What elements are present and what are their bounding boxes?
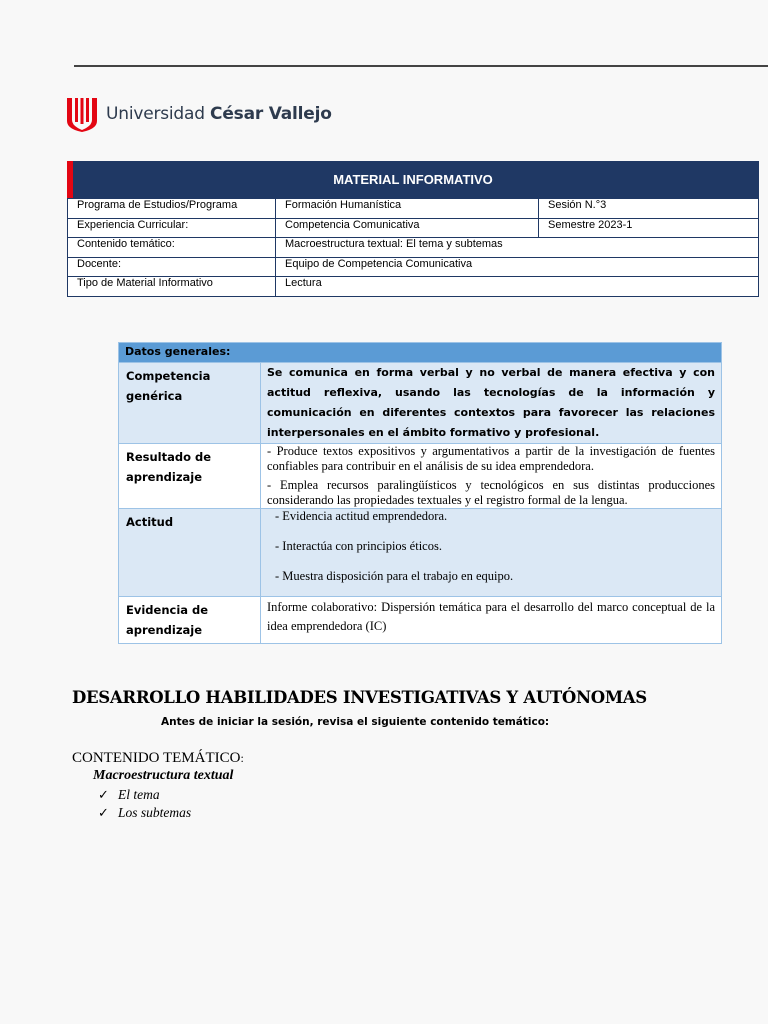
resultado-item: - Emplea recursos paralingüísticos y tecnológicos en sus distintas producciones considerando las propiedades textuales y el registro formal de la lengua. xyxy=(267,478,715,507)
ucv-shield-icon xyxy=(66,96,98,132)
header-row-experiencia xyxy=(68,218,759,238)
datos-generales-heading: Datos generales: xyxy=(119,343,722,363)
header-label: Docente: xyxy=(68,257,276,277)
header-value: Lectura xyxy=(276,277,759,297)
header-label: Tipo de Material Informativo xyxy=(68,277,276,297)
material-header-table xyxy=(67,161,759,297)
material-title: MATERIAL INFORMATIVO xyxy=(333,172,493,187)
row-resultado xyxy=(119,444,722,509)
subtopic-list xyxy=(98,786,191,822)
resultado-item: - Produce textos expositivos y argumentativos a partir de la investigación de fuentes confiables para contribuir en el análisis de su idea emprendedora. xyxy=(267,444,715,473)
list-item xyxy=(98,804,191,822)
actitud-label: Actitud xyxy=(119,509,261,597)
header-row-contenido xyxy=(68,238,759,258)
header-value: Equipo de Competencia Comunicativa xyxy=(276,257,759,277)
university-name: Universidad César Vallejo xyxy=(106,104,332,124)
datos-generales-table xyxy=(118,342,722,644)
row-actitud xyxy=(119,509,722,597)
red-accent-stripe xyxy=(67,161,73,198)
list-item xyxy=(98,786,191,804)
checkmark-icon: ✓ xyxy=(98,787,109,802)
header-label: Experiencia Curricular: xyxy=(68,218,276,238)
checkmark-icon: ✓ xyxy=(98,805,109,820)
header-value: Formación Humanística xyxy=(276,199,539,219)
header-extra: Sesión N.°3 xyxy=(539,199,759,219)
contenido-tematico-heading: CONTENIDO TEMÁTICO: xyxy=(72,750,244,766)
macroestructura-heading: Macroestructura textual xyxy=(93,768,234,783)
section-subtitle: Antes de iniciar la sesión, revisa el siguiente contenido temático: xyxy=(161,716,550,728)
material-title-bar xyxy=(67,161,759,198)
actitud-item: - Interactúa con principios éticos. xyxy=(275,539,442,553)
top-rule xyxy=(74,65,768,67)
header-value: Competencia Comunicativa xyxy=(276,218,539,238)
header-extra: Semestre 2023-1 xyxy=(539,218,759,238)
evidencia-label: Evidencia de aprendizaje xyxy=(119,597,261,644)
header-label: Programa de Estudios/Programa xyxy=(68,199,276,219)
university-logo xyxy=(66,95,332,133)
header-row-docente xyxy=(68,257,759,277)
list-item-text: El tema xyxy=(118,787,160,802)
header-label: Contenido temático: xyxy=(68,238,276,258)
row-evidencia xyxy=(119,597,722,644)
section-title: DESARROLLO HABILIDADES INVESTIGATIVAS Y AUTÓNOMAS xyxy=(72,688,647,707)
evidencia-text: Informe colaborativo: Dispersión temática para el desarrollo del marco conceptual de la idea emprendedora (IC) xyxy=(267,600,715,633)
header-row-programa xyxy=(68,199,759,219)
resultado-label: Resultado de aprendizaje xyxy=(119,444,261,509)
row-competencia xyxy=(119,363,722,444)
header-value: Macroestructura textual: El tema y subtemas xyxy=(276,238,759,258)
header-row-tipo xyxy=(68,277,759,297)
competencia-text: Se comunica en forma verbal y no verbal de manera efectiva y con actitud reflexiva, usando las tecnologías de la información y comunicación en diferentes contextos para favorecer las relaciones interpersonales en el ámbito formativo y profesional. xyxy=(267,366,715,439)
actitud-item: - Muestra disposición para el trabajo en equipo. xyxy=(275,569,514,583)
actitud-item: - Evidencia actitud emprendedora. xyxy=(275,509,448,523)
list-item-text: Los subtemas xyxy=(118,805,192,820)
competencia-label: Competencia genérica xyxy=(119,363,261,444)
